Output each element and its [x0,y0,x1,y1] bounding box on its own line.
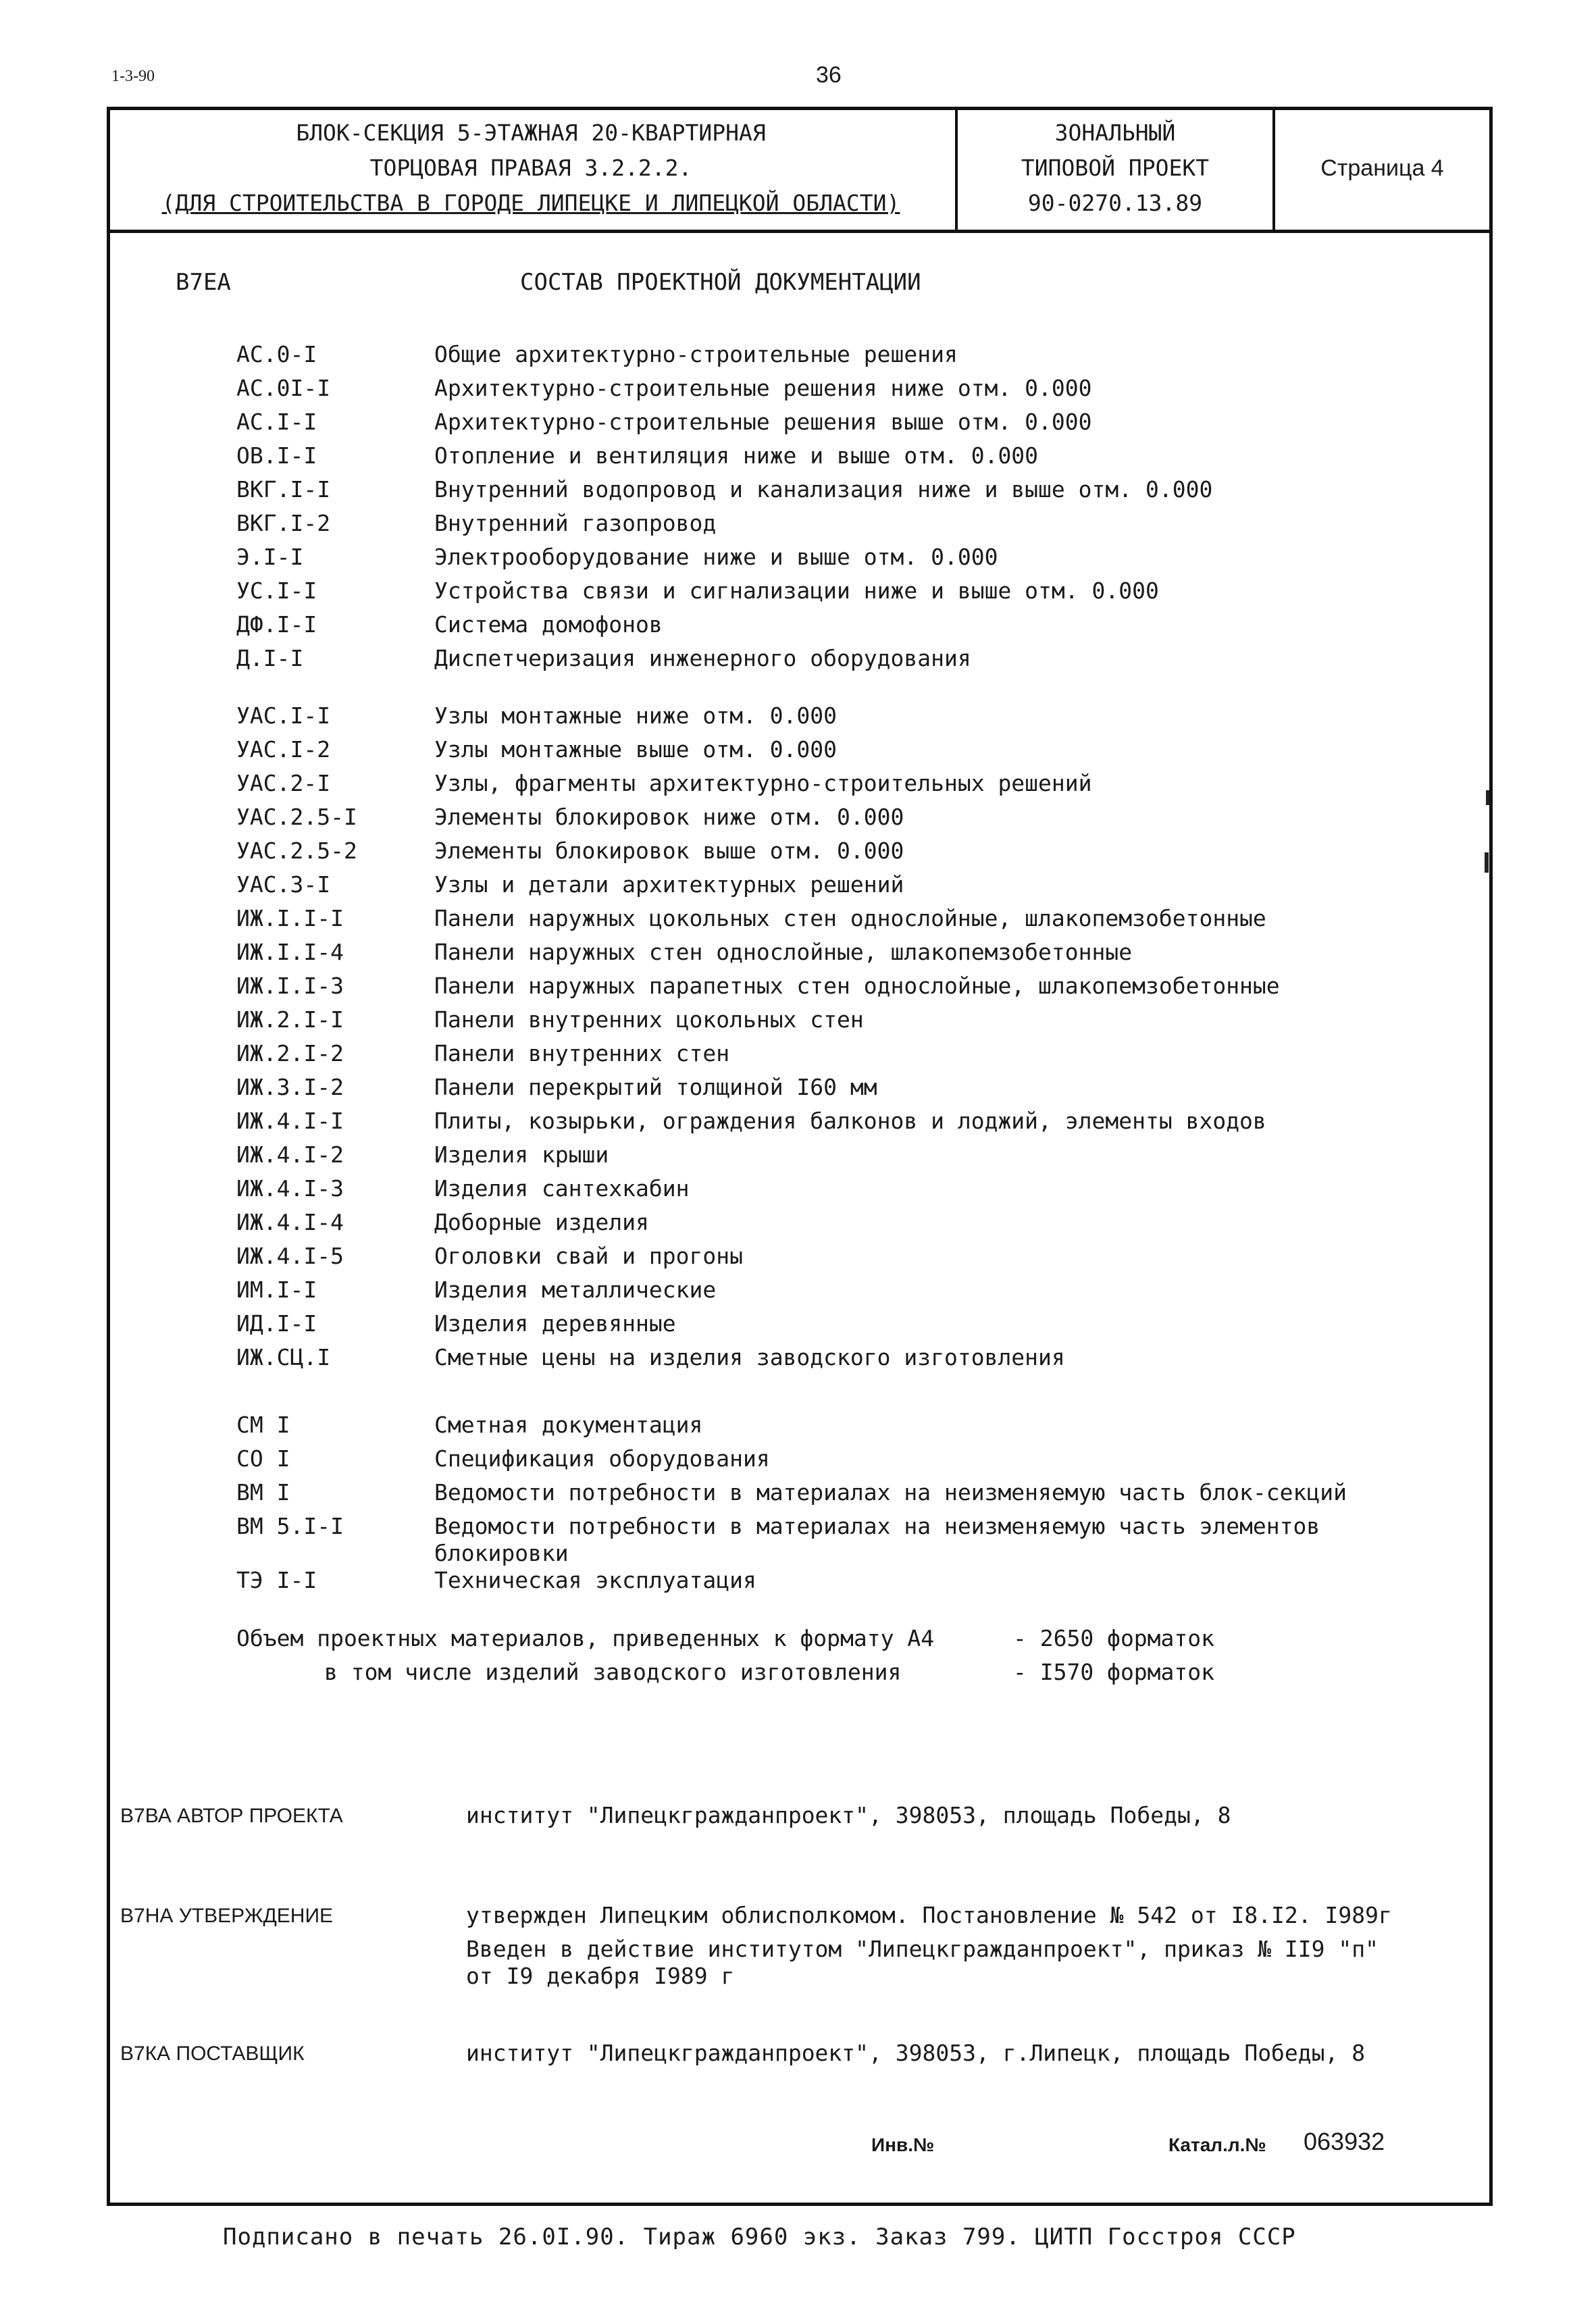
document-title: Панели внутренних стен [434,1040,730,1066]
document-title: Панели внутренних цокольных стен [434,1006,864,1033]
document-title: Внутренний водопровод и канализация ниже и выше отм. 0.000 [434,476,1213,503]
document-code: ИЖ.2.I-I [236,1006,344,1033]
document-code: ИЖ.4.I-3 [236,1175,344,1202]
approval-label: В7НА УТВЕРЖДЕНИЕ [120,1905,334,1927]
document-title: Изделия крыши [434,1141,609,1168]
header-row [107,107,1493,233]
document-code: ИЖ.4.I-4 [236,1209,344,1235]
header-project-line: ТИПОВОЙ ПРОЕКТ [1021,155,1210,181]
document-title: Внутренний газопровод [434,510,717,536]
document-title: Изделия сантехкабин [434,1175,690,1202]
document-title: Узлы монтажные выше отм. 0.000 [434,736,838,763]
margin-mark [1485,852,1489,873]
document-code: ИД.I-I [236,1310,317,1337]
document-code: ИЖ.3.I-2 [236,1074,344,1100]
document-title: Система домофонов [434,611,663,638]
header-title-line: БЛОК-СЕКЦИЯ 5-ЭТАЖНАЯ 20-КВАРТИРНАЯ [296,120,766,146]
document-title: Панели наружных цокольных стен однослойные, шлакопемзобетонные [434,905,1266,931]
document-title: Сметная документация [434,1412,703,1438]
document-code: УАС.I-I [236,702,331,729]
approval-text: Введен в действие институтом "Липецкгражданпроект", приказ № II9 "п" от I9 декабря I989 г [466,1936,1379,1989]
approval-text: утвержден Липецким облисполкомом. Постановление № 542 от I8.I2. I989г [466,1902,1392,1928]
document-title: Диспетчеризация инженерного оборудования [434,645,971,671]
header-title-cell [107,107,958,230]
document-title: Ведомости потребности в материалах на неизменяемую часть элементов блокировки [434,1513,1320,1566]
document-code: Э.I-I [236,544,304,570]
document-code: ВМ 5.I-I [236,1513,344,1539]
document-code: ИЖ.4.I-I [236,1108,344,1134]
volume-text: в том числе изделий заводского изготовления [324,1659,902,1685]
catalog-label: Катал.л.№ [1168,2134,1266,2155]
volume-value: - I570 форматок [1013,1659,1215,1685]
top-code: 1-3-90 [111,68,155,85]
header-project-cell [958,107,1275,230]
header-title-line: ТОРЦОВАЯ ПРАВАЯ 3.2.2.2. [369,155,692,181]
document-title: Отопление и вентиляция ниже и выше отм. 0.000 [434,442,1039,469]
section-code: В7ЕА [176,269,231,296]
document-title: Доборные изделия [434,1209,649,1235]
document-title: Оголовки свай и прогоны [434,1243,743,1269]
volume-text: Объем проектных материалов, приведенных к формату А4 [236,1625,935,1651]
document-code: ТЭ I-I [236,1567,317,1593]
document-title: Узлы монтажные ниже отм. 0.000 [434,702,838,729]
print-info: Подписано в печать 26.0I.90. Тираж 6960 экз. Заказ 799. ЦИТП Госстроя СССР [223,2223,1296,2251]
document-title: Узлы, фрагменты архитектурно-строительных решений [434,770,1092,796]
document-title: Панели перекрытий толщиной I60 мм [434,1074,877,1100]
document-code: ИЖ.2.I-2 [236,1040,344,1066]
document-code: УАС.I-2 [236,736,331,763]
document-title: Элементы блокировок выше отм. 0.000 [434,838,904,864]
document-title: Устройства связи и сигнализации ниже и выше отм. 0.000 [434,577,1159,604]
document-code: АС.I-I [236,409,317,435]
document-title: Панели наружных парапетных стен однослойные, шлакопемзобетонные [434,973,1280,999]
document-code: ИЖ.4.I-2 [236,1141,344,1168]
document-title: Электрооборудование ниже и выше отм. 0.000 [434,544,998,570]
document-title: Ведомости потребности в материалах на неизменяемую часть блок-секций [434,1479,1347,1506]
document-code: ОВ.I-I [236,442,317,469]
supplier-text: институт "Липецкгражданпроект", 398053, г.Липецк, площадь Победы, 8 [466,2040,1366,2066]
supplier-label: В7КА ПОСТАВЩИК [120,2042,305,2065]
page-number: 36 [816,62,842,88]
document-title: Сметные цены на изделия заводского изготовления [434,1344,1065,1370]
document-code: ИМ.I-I [236,1277,317,1303]
margin-mark [1486,790,1489,805]
document-code: ВМ I [236,1479,290,1506]
document-title: Плиты, козырьки, ограждения балконов и лоджий, элементы входов [434,1108,1266,1134]
author-label: В7ВА АВТОР ПРОЕКТА [120,1805,343,1827]
volume-value: - 2650 форматок [1013,1625,1215,1651]
document-code: ИЖ.I.I-I [236,905,344,931]
header-page-label: Страница 4 [1320,155,1444,181]
document-code: АС.0-I [236,341,317,367]
document-title: Изделия металлические [434,1277,717,1303]
document-title: Техническая эксплуатация [434,1567,756,1593]
header-project-number: 90-0270.13.89 [1027,190,1203,216]
document-title: Панели наружных стен однослойные, шлакопемзобетонные [434,939,1133,965]
author-text: институт "Липецкгражданпроект", 398053, площадь Победы, 8 [466,1802,1231,1828]
document-code: УАС.3-I [236,871,331,898]
document-title: Изделия деревянные [434,1310,676,1337]
document-title: Общие архитектурно-строительные решения [434,341,958,367]
document-code: ИЖ.4.I-5 [236,1243,344,1269]
document-title: Узлы и детали архитектурных решений [434,871,904,898]
catalog-number: 063932 [1304,2128,1385,2155]
header-project-line: ЗОНАЛЬНЫЙ [1054,120,1176,146]
document-code: СО I [236,1445,290,1472]
section-title: СОСТАВ ПРОЕКТНОЙ ДОКУМЕНТАЦИИ [520,269,921,296]
document-title: Архитектурно-строительные решения ниже отм. 0.000 [434,375,1092,401]
document-code: Д.I-I [236,645,304,671]
document-code: СМ I [236,1412,290,1438]
document-title: Элементы блокировок ниже отм. 0.000 [434,804,904,830]
inventory-label: Инв.№ [871,2134,935,2155]
document-code: УС.I-I [236,577,317,604]
document-title: Архитектурно-строительные решения выше отм. 0.000 [434,409,1092,435]
header-title-line: (ДЛЯ СТРОИТЕЛЬСТВА В ГОРОДЕ ЛИПЕЦКЕ И ЛИПЕЦКОЙ ОБЛАСТИ) [161,190,900,216]
document-code: УАС.2.5-2 [236,838,357,864]
document-code: УАС.2.5-I [236,804,357,830]
document-code: ДФ.I-I [236,611,317,638]
document-title: Спецификация оборудования [434,1445,770,1472]
document-code: ИЖ.I.I-4 [236,939,344,965]
document-code: АС.0I-I [236,375,331,401]
document-code: ВКГ.I-2 [236,510,331,536]
document-code: ВКГ.I-I [236,476,331,503]
document-code: ИЖ.СЦ.I [236,1344,331,1370]
document-code: УАС.2-I [236,770,331,796]
document-code: ИЖ.I.I-3 [236,973,344,999]
